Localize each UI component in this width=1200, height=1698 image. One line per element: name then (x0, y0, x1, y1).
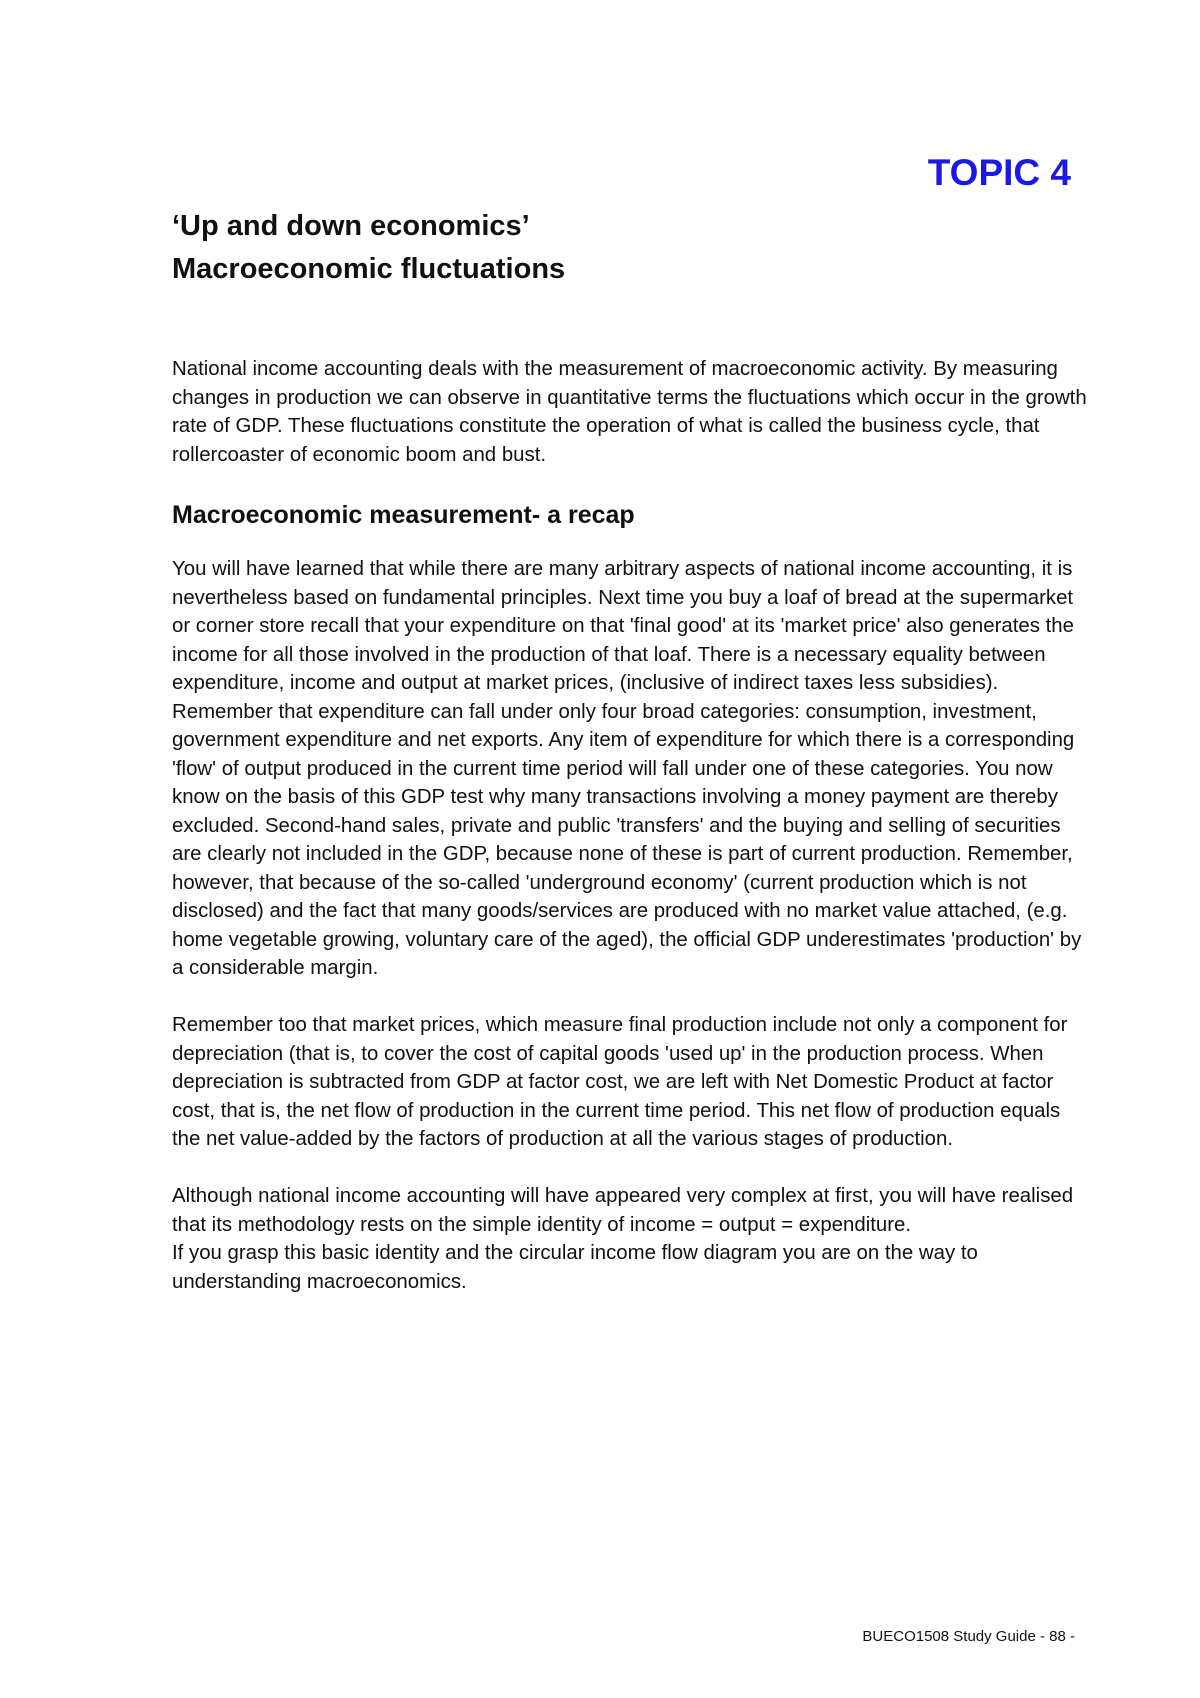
body-paragraph-1: You will have learned that while there are many arbitrary aspects of national income accounting, it is nevertheless based on fundamental principles. Next time you buy a loaf of bread at the supermarket or corner store recall that your expenditure on that 'final good' at its 'market price' also generates the income for all those involved in the production of that loaf. There is a necessary equality between expenditure, income and output at market prices, (inclusive of indirect taxes less subsidies). Remember that expenditure can fall under only four broad categories: consumption, investment, government expenditure and net exports. Any item of expenditure for which there is a corresponding 'flow' of output produced in the current time period will fall under one of these categories. You now know on the basis of this GDP test why many transactions involving a money payment are thereby excluded. Second-hand sales, private and public 'transfers' and the buying and selling of securities are clearly not included in the GDP, because none of these is part of current production. Remember, however, that because of the so-called 'underground economy' (current production which is not disclosed) and the fact that many goods/services are produced with no market value attached, (e.g. home vegetable growing, voluntary care of the aged), the official GDP underestimates 'production' by a considerable margin. (172, 558, 1082, 979)
body-paragraph-3: Although national income accounting will have appeared very complex at first, you will have realised that its methodology rests on the simple identity of income = output = expenditure. (172, 1185, 1074, 1236)
body-paragraph-2: Remember too that market prices, which measure final production include not only a component for depreciation (that is, to cover the cost of capital goods 'used up' in the production process. When depreciation is subtracted from GDP at factor cost, we are left with Net Domestic Product at factor cost, that is, the net flow of production in the current time period. This net flow of production equals the net value-added by the factors of production at all the various stages of production. (172, 1014, 1068, 1150)
body-paragraph-4: If you grasp this basic identity and the circular income flow diagram you are on the way to understanding macroeconomics. (172, 1242, 978, 1293)
document-title (172, 205, 1072, 291)
document-body (172, 355, 1087, 1296)
title-line-2: Macroeconomic fluctuations (172, 253, 566, 285)
page-footer: BUECO1508 Study Guide - 88 - (862, 1628, 1075, 1645)
intro-paragraph: National income accounting deals with the measurement of macroeconomic activity. By measuring changes in production we can observe in quantitative terms the fluctuations which occur in the growth rate of GDP. These fluctuations constitute the operation of what is called the business cycle, that rollercoaster of economic boom and bust. (172, 358, 1087, 466)
section-heading: Macroeconomic measurement- a recap (172, 501, 635, 529)
title-line-1: ‘Up and down economics’ (172, 210, 530, 242)
topic-label: TOPIC 4 (927, 152, 1071, 193)
